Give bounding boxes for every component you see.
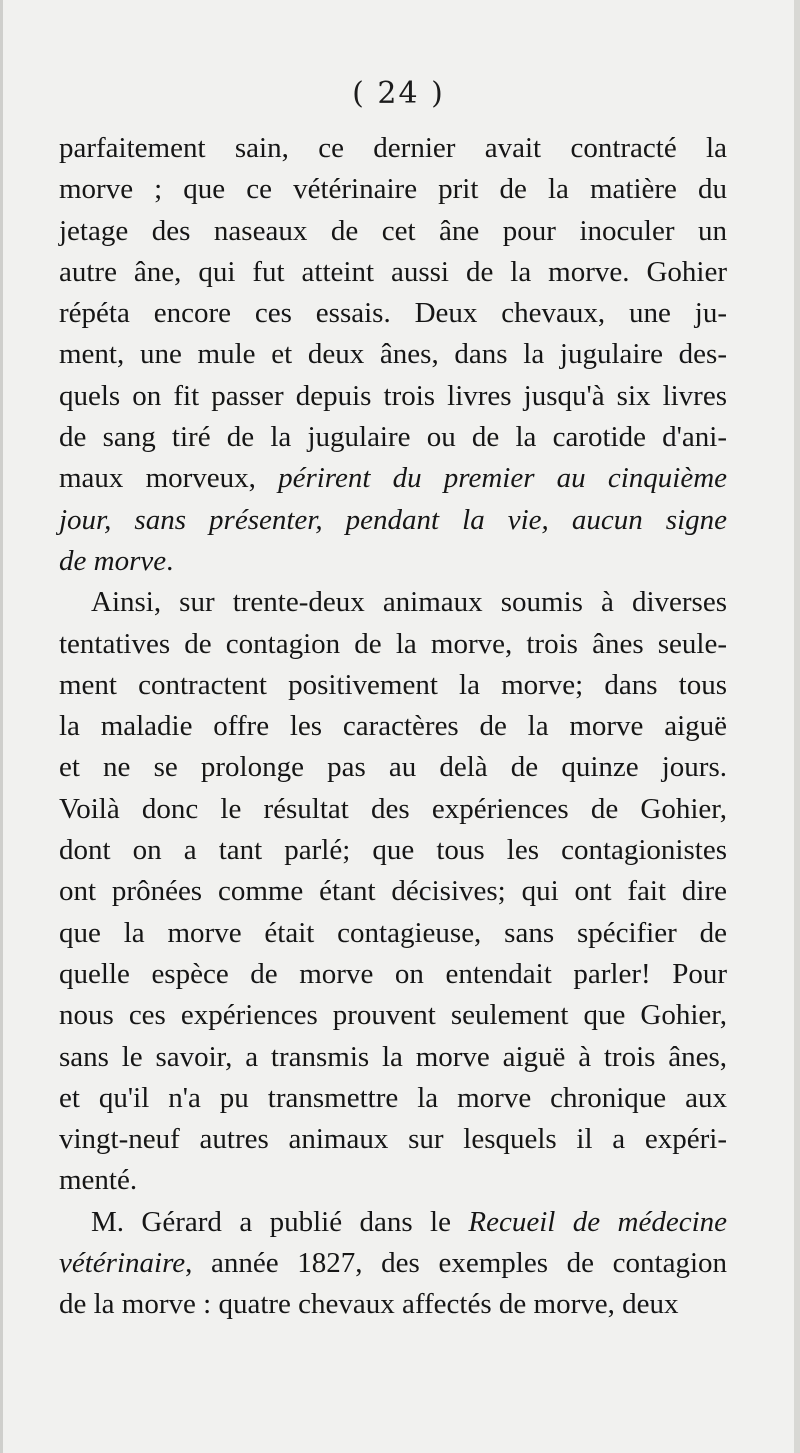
text-segment: quels on fit passer depuis trois livres jusqu'à six livres [59,379,727,412]
text-line [59,458,727,499]
text-segment: de la morve : quatre chevaux affectés de morve, deux [59,1288,679,1321]
text-segment: vingt-neuf autres animaux sur lesquels il a expéri- [59,1123,727,1156]
text-line [59,541,727,582]
text-line [59,706,727,747]
text-segment: la maladie offre les caractères de la morve aiguë [59,710,727,743]
text-line [59,954,727,995]
text-line [59,995,727,1036]
text-segment: ont prônées comme étant décisives; qui ont fait dire [59,875,727,908]
text-line [59,1037,727,1078]
text-segment: tentatives de contagion de la morve, trois ânes seule- [59,627,727,660]
text-segment: de sang tiré de la jugulaire ou de la carotide d'ani- [59,421,727,454]
text-line [59,500,727,541]
text-segment: dont on a tant parlé; que tous les contagionistes [59,834,727,867]
text-segment: . [166,544,174,577]
text-segment: autre âne, qui fut atteint aussi de la morve. Gohier [59,255,727,288]
text-line [59,334,727,375]
text-segment: parfaitement sain, ce dernier avait contracté la [59,132,727,164]
text-segment: , année 1827, des exemples de contagion [185,1247,727,1280]
text-line [59,1119,727,1160]
text-line [59,789,727,830]
text-segment: sans le savoir, a transmis la morve aiguë à trois ânes, [59,1040,727,1073]
text-segment: et ne se prolonge pas au delà de quinze jours. [59,751,727,784]
page-number: ( 24 ) [352,76,445,111]
italic-segment: de morve [59,544,167,577]
text-line [59,1243,727,1284]
text-line [59,913,727,954]
text-line [59,1284,727,1325]
text-segment: que la morve était contagieuse, sans spécifier de [59,916,727,949]
text-line [59,293,727,334]
text-segment: maux morveux, [59,462,279,495]
text-line [59,417,727,458]
text-segment: et qu'il n'a pu transmettre la morve chronique aux [59,1081,727,1114]
italic-segment: jour, sans présenter, pendant la vie, aucun signe [59,503,727,536]
text-segment: ment contractent positivement la morve; dans tous [59,668,727,701]
text-segment: Voilà donc le résultat des expériences de Gohier, [59,792,727,825]
text-segment: jetage des naseaux de cet âne pour inoculer un [59,214,727,247]
text-segment: morve ; que ce vétérinaire prit de la matière du [59,173,727,206]
text-line [59,376,727,417]
text-line [59,1202,727,1243]
text-line [59,1078,727,1119]
text-line [59,665,727,706]
italic-segment: Recueil de médecine [468,1205,727,1238]
text-line [59,624,727,665]
text-line [59,871,727,912]
text-segment: quelle espèce de morve on entendait parler! Pour [59,957,727,990]
text-segment: M. Gérard a publié dans le [91,1205,469,1238]
text-line [59,169,727,210]
text-line [59,747,727,788]
text-segment: nous ces expériences prouvent seulement que Gohier, [59,999,727,1032]
text-line [59,211,727,252]
text-line [59,830,727,871]
italic-segment: périrent du premier au cinquième [278,462,728,495]
text-line [59,582,727,623]
italic-segment: vétérinaire [59,1247,186,1280]
page-body [59,128,727,1326]
text-segment: menté. [59,1164,138,1197]
text-line [59,252,727,293]
text-segment: répéta encore ces essais. Deux chevaux, une ju- [59,297,727,330]
text-segment: Ainsi, sur trente-deux animaux soumis à diverses [91,586,727,619]
text-segment: ment, une mule et deux ânes, dans la jugulaire des- [59,338,727,371]
text-line [59,128,727,169]
text-line [59,1160,727,1201]
